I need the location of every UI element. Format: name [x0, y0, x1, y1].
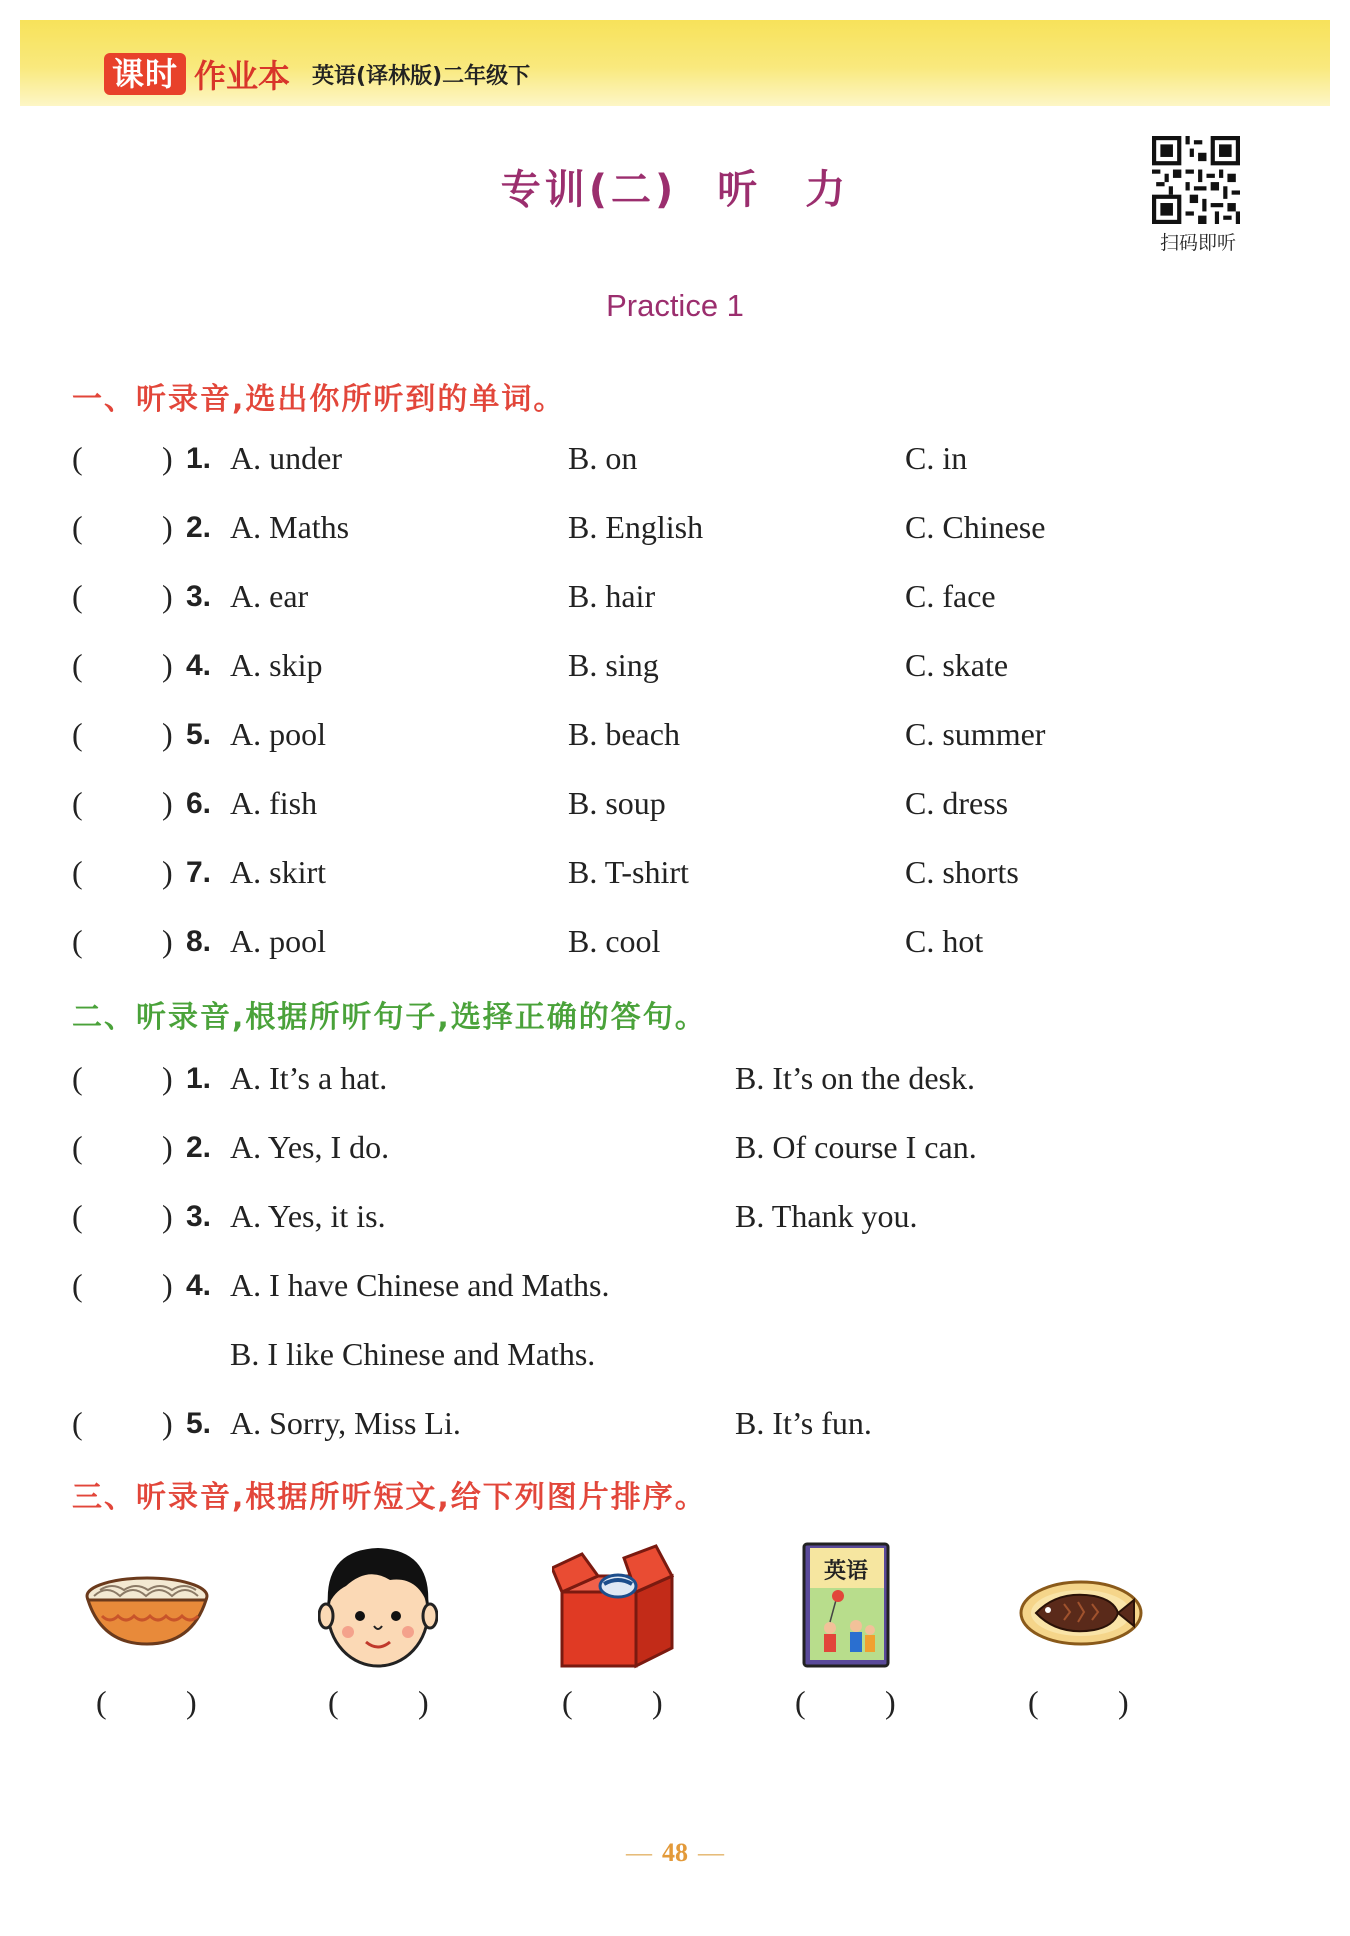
page-title-part2: 听 力: [717, 167, 850, 213]
question-number: 2.: [186, 511, 212, 544]
option-a: A. Yes, I do.: [230, 1129, 390, 1165]
option-b: B. on: [568, 440, 638, 476]
question-number: 1.: [186, 442, 212, 475]
s1-question-5: [0, 716, 1350, 766]
s1-question-7: [0, 854, 1350, 904]
question-number: 8.: [186, 925, 212, 958]
answer-paren-open[interactable]: (: [72, 854, 83, 890]
option-b: B. beach: [568, 716, 680, 752]
option-a: A. Yes, it is.: [230, 1198, 386, 1234]
s2-question-1: [0, 1060, 1350, 1110]
option-b: B. sing: [568, 647, 659, 683]
answer-paren-close: ): [162, 1267, 173, 1303]
answer-paren-close: ): [162, 578, 173, 614]
noodles-bowl-icon: [82, 1570, 212, 1650]
option-a: A. fish: [230, 785, 318, 821]
option-a: A. Maths: [230, 509, 350, 545]
option-a: A. pool: [230, 716, 326, 752]
answer-paren-close: ): [162, 1129, 173, 1165]
section3-heading: 三、听录音,根据所听短文,给下列图片排序。: [72, 1480, 707, 1515]
answer-paren-close: ): [162, 1405, 173, 1441]
option-a: A. Sorry, Miss Li.: [230, 1405, 461, 1441]
qr-caption: 扫码即听: [1159, 232, 1236, 254]
s1-question-1: [0, 440, 1350, 490]
brand: [104, 52, 530, 96]
option-b: B. It’s on the desk.: [735, 1060, 975, 1096]
english-book-label: 英语: [823, 1559, 869, 1584]
page-title: [0, 158, 1350, 215]
answer-paren-close: ): [162, 509, 173, 545]
page-title-part1: 专训(二): [500, 167, 678, 213]
s1-question-4: [0, 647, 1350, 697]
option-a: A. pool: [230, 923, 326, 959]
s1-question-3: [0, 578, 1350, 628]
answer-paren-open[interactable]: (: [72, 1129, 83, 1165]
option-b: B. cool: [568, 923, 661, 959]
page-dash-left: —: [626, 1838, 652, 1867]
option-b: B. T-shirt: [568, 854, 689, 890]
answer-paren-close: ): [162, 1060, 173, 1096]
option-c: C. hot: [905, 923, 984, 959]
option-b: B. soup: [568, 785, 666, 821]
option-c: C. dress: [905, 785, 1009, 821]
page-number-value: 48: [662, 1838, 688, 1867]
option-c: C. summer: [905, 716, 1046, 752]
toy-box-icon: [552, 1540, 682, 1670]
s2-question-5: [0, 1405, 1350, 1455]
option-a: A. It’s a hat.: [230, 1060, 388, 1096]
answer-paren-open[interactable]: (: [72, 1405, 83, 1441]
option-c: C. skate: [905, 647, 1009, 683]
option-b: B. English: [568, 509, 704, 545]
answer-paren-open[interactable]: (: [72, 716, 83, 752]
question-number: 3.: [186, 1200, 212, 1233]
brand-subtitle: 英语(译林版)二年级下: [312, 63, 531, 89]
fish-dish-icon: [1018, 1578, 1144, 1648]
page-dash-right: —: [698, 1838, 724, 1867]
option-b: B. Thank you.: [735, 1198, 918, 1234]
qr-code-icon[interactable]: [1152, 136, 1240, 224]
boy-face-icon: [318, 1540, 438, 1670]
section2-heading: 二、听录音,根据所听句子,选择正确的答句。: [72, 1000, 707, 1035]
question-number: 3.: [186, 580, 212, 613]
option-b: B. hair: [568, 578, 656, 614]
option-c: C. face: [905, 578, 996, 614]
question-number: 5.: [186, 1407, 212, 1440]
answer-paren-close: ): [162, 923, 173, 959]
ordering-blanks: ( ) ( ) ( ) ( ) ( ): [96, 1684, 1129, 1720]
option-b: B. I like Chinese and Maths.: [230, 1336, 596, 1372]
question-number: 7.: [186, 856, 212, 889]
answer-paren-open[interactable]: (: [72, 578, 83, 614]
answer-paren-close: ): [162, 440, 173, 476]
answer-paren-open[interactable]: (: [72, 1060, 83, 1096]
option-a: A. under: [230, 440, 342, 476]
answer-paren-close: ): [162, 647, 173, 683]
answer-paren-close: ): [162, 716, 173, 752]
brand-logo: 课时: [104, 53, 186, 95]
option-b: B. It’s fun.: [735, 1405, 872, 1441]
question-number: 4.: [186, 1269, 212, 1302]
option-a: A. skirt: [230, 854, 326, 890]
answer-paren-close: ): [162, 854, 173, 890]
section1-heading: 一、听录音,选出你所听到的单词。: [72, 382, 566, 417]
answer-paren-close: ): [162, 1198, 173, 1234]
s2-question-4: [0, 1267, 1350, 1317]
s1-question-2: [0, 509, 1350, 559]
answer-paren-open[interactable]: (: [72, 647, 83, 683]
option-a: A. skip: [230, 647, 323, 683]
picture-row: [0, 1540, 1350, 1680]
question-number: 4.: [186, 649, 212, 682]
option-c: C. shorts: [905, 854, 1019, 890]
question-number: 6.: [186, 787, 212, 820]
practice-heading: Practice 1: [606, 288, 744, 323]
option-a: A. ear: [230, 578, 309, 614]
question-number: 1.: [186, 1062, 212, 1095]
s1-question-6: [0, 785, 1350, 835]
answer-paren-open[interactable]: (: [72, 1267, 83, 1303]
answer-paren-open[interactable]: (: [72, 1198, 83, 1234]
option-c: C. in: [905, 440, 968, 476]
question-number: 2.: [186, 1131, 212, 1164]
brand-name: 作业本: [194, 57, 291, 95]
page-number: [0, 1838, 1350, 1868]
s2-question-2: [0, 1129, 1350, 1179]
s2-question-4-option-b-line: [0, 1336, 1350, 1386]
answer-paren-open[interactable]: (: [72, 509, 83, 545]
answer-paren-close: ): [162, 785, 173, 821]
s2-question-3: [0, 1198, 1350, 1248]
option-c: C. Chinese: [905, 509, 1046, 545]
answer-paren-open[interactable]: (: [72, 923, 83, 959]
answer-paren-open[interactable]: (: [72, 440, 83, 476]
answer-paren-open[interactable]: (: [72, 785, 83, 821]
english-book-icon: [800, 1540, 892, 1670]
option-a: A. I have Chinese and Maths.: [230, 1267, 610, 1303]
question-number: 5.: [186, 718, 212, 751]
option-b: B. Of course I can.: [735, 1129, 977, 1165]
s1-question-8: [0, 923, 1350, 973]
